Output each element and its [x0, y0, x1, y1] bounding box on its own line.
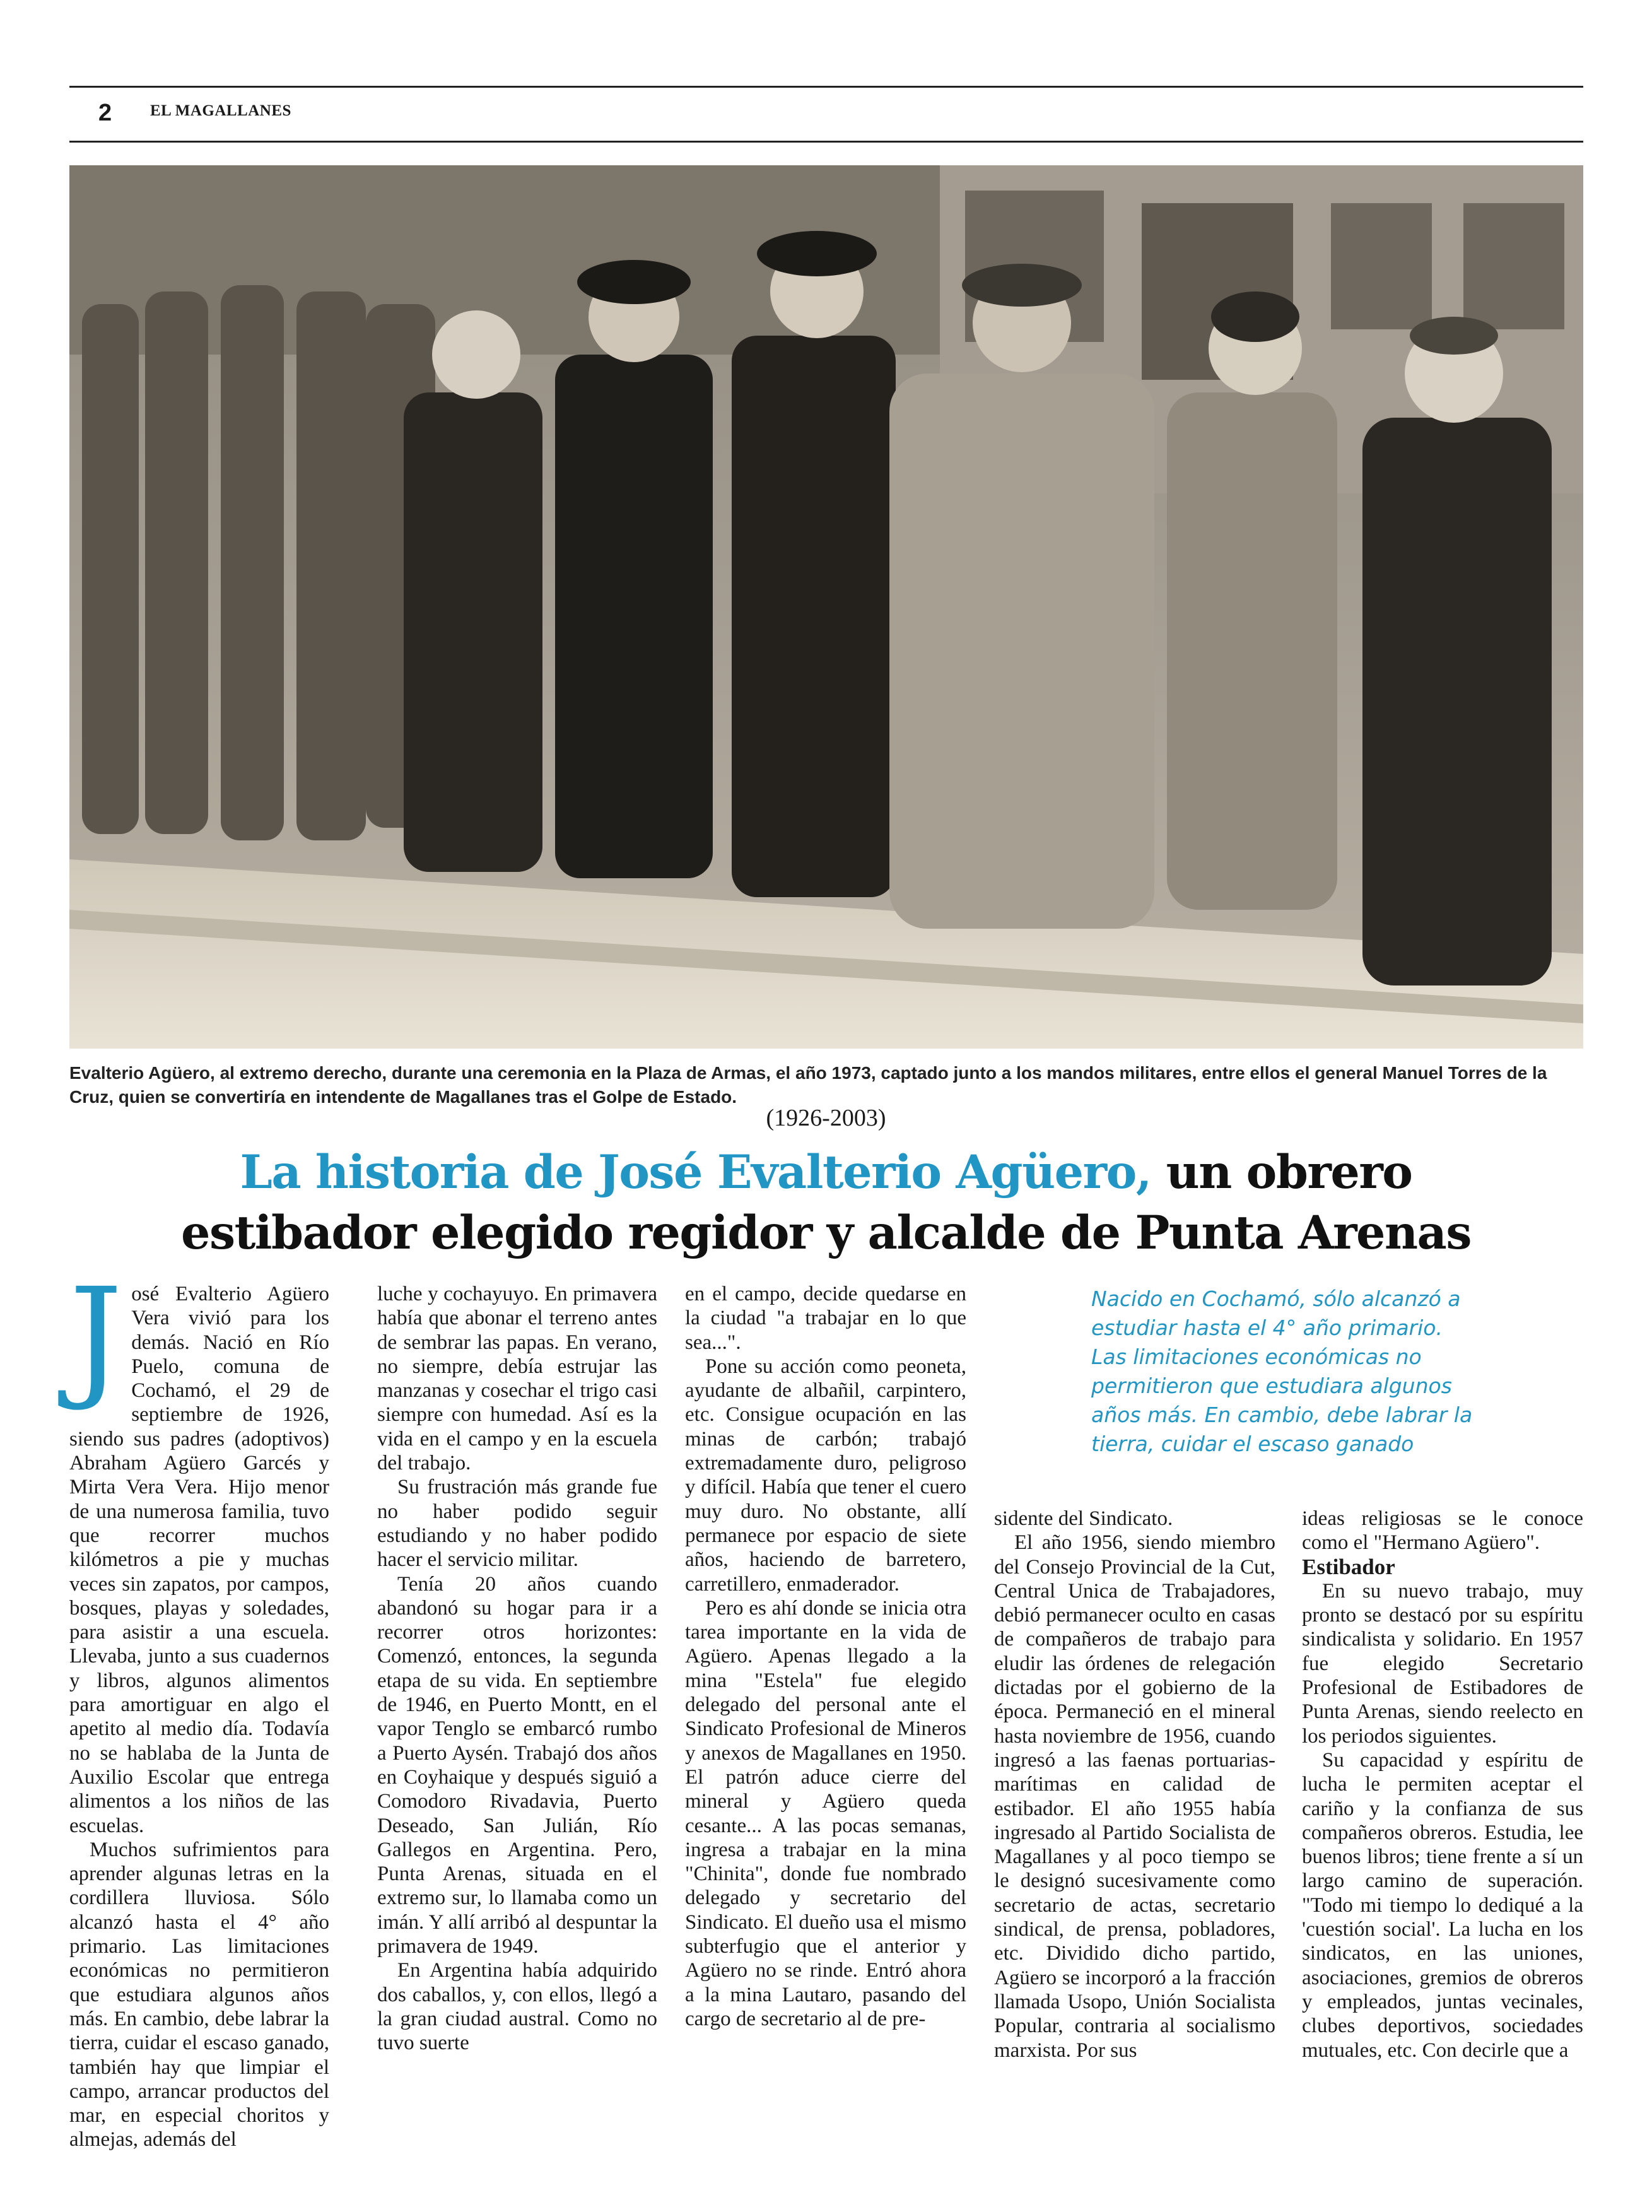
paragraph: Tenía 20 años cuando abandonó su hogar para ir a recorrer otros horizontes: Comenzó, entonces, la segunda etapa de su vida. En septiembre de 1946, en Puerto Montt, en el vapor Tenglo se embarcó rumbo a Puerto Aysén. Trabajó dos años en Coyhaique y después siguió a Comodoro Rivadavia, Puerto Deseado, San Julián, Río Gallegos en Argentina. Pero, Punta Arenas, situada en el extremo sur, lo llamaba como un imán. Y allí arribó al despuntar la primavera de 1949. [377, 1572, 657, 1958]
paragraph: luche y cochayuyo. En primavera había que abonar el terreno antes de sembrar las papas. En verano, no siempre, debía estrujar las manzanas y cosechar el trigo casi siempre con humedad. Así es la vida en el campo y en la escuela del trabajo. [377, 1283, 657, 1475]
paragraph: Su frustración más grande fue no haber podido seguir estudiando y no haber podido hacer el servicio militar. [377, 1476, 657, 1572]
paragraph: En Argentina había adquirido dos caballos, y, con ellos, llegó a la gran ciudad austral. Como no tuvo suerte [377, 1959, 657, 2055]
publication-name: EL MAGALLANES [150, 102, 291, 119]
photo-caption: Evalterio Agüero, al extremo derecho, durante una ceremonia en la Plaza de Armas, el año 1973, captado junto a los mandos militares, entre ellos el general Manuel Torres de la Cruz, quien se convertiría en intendente de Magallanes tras el Golpe de Estado. [69, 1063, 1547, 1107]
article-column-4 [994, 1507, 1275, 2062]
article-column-2 [377, 1282, 657, 2056]
paragraph: Pone su acción como peoneta, ayudante de albañil, carpintero, etc. Consigue ocupación en las minas de carbón; trabajó extremadamente duro, peligroso y difícil. Había que tener el cuero muy duro. No obstante, allí permanece por espacio de siete años, haciendo de barretero, carretillero, enmaderador. [685, 1355, 966, 1596]
paragraph: en el campo, decide quedarse en la ciudad "a trabajar en lo que sea...". [685, 1283, 966, 1354]
header-rule [69, 86, 1583, 88]
article-dates: (1926-2003) [766, 1105, 886, 1131]
ceremony-photo-illustration [69, 165, 1583, 1049]
headline-accent: La historia de José Evalterio Agüero, [240, 1145, 1151, 1199]
paragraph: Su capacidad y espíritu de lucha le permiten aceptar el cariño y la confianza de sus compañeros obreros. Estudia, lee buenos libros; tiene frente a sí un largo camino de superación. "Todo mi tiempo lo dediqué a la 'cuestión social'. La lucha en los sindicatos, en las uniones, asociaciones, gremios de obreros y empleados, juntas vecinales, clubes deportivos, sociedades mutuales, etc. Con decirle que a [1302, 1748, 1583, 2062]
drop-cap: J [69, 1259, 123, 1414]
paragraph: ideas religiosas se le conoce como el "Hermano Agüero". [1302, 1507, 1583, 1555]
paragraph: En su nuevo trabajo, muy pronto se destacó por su espíritu sindicalista y solidario. En 1957 fue elegido Secretario Profesional de Estibadores de Punta Arenas, siendo reelecto en los periodos siguientes. [1302, 1579, 1583, 1748]
headline [0, 1142, 1652, 1263]
paragraph: sidente del Sindicato. [994, 1507, 1173, 1530]
paragraph: Muchos sufrimientos para aprender algunas letras en la cordillera lluviosa. Sólo alcanzó hasta el 4° año primario. Las limitaciones económicas no permitieron que estudiara algunos años más. En cambio, debe labrar la tierra, cuidar el escaso ganado, también hay que limpiar el campo, arrancar productos del mar, en especial choritos y almejas, además del [69, 1838, 329, 2151]
header-rule [69, 141, 1583, 143]
pull-quote: Nacido en Cochamó, sólo alcanzó a estudiar hasta el 4° año primario. Las limitaciones económicas no permitieron que estudiara algunos años más. En cambio, debe labrar la tierra, cuidar el escaso ganado [1091, 1286, 1473, 1456]
paragraph: osé Evalterio Agüero Vera vivió para los demás. Nació en Río Puelo, comuna de Cochamó, el 29 de septiembre de 1926, siendo sus padres (adoptivos) Abraham Agüero Garcés y Mirta Vera Vera. Hijo menor de una numerosa familia, tuvo que recorrer muchos kilómetros a pie y muchas veces sin zapatos, por campos, bosques, playas y soledades, para asistir a una escuela. Llevaba, junto a sus cuadernos y libros, algunos alimentos para amortiguar en algo el apetito al medio día. Todavía no se hablaba de la Junta de Auxilio Escolar que entrega alimentos a los niños de las escuelas. [69, 1283, 329, 1837]
paragraph: Pero es ahí donde se inicia otra tarea importante en la vida de Agüero. Apenas llegado a la mina "Estela" fue elegido delegado del personal ante el Sindicato Profesional de Mineros y anexos de Magallanes en 1950. El patrón aduce cierre del mineral y Agüero queda cesante... A las pocas semanas, ingresa a trabajar en la mina "Chinita", donde fue nombrado delegado y secretario del Sindicato. El dueño usa el mismo subterfugio que el anterior y Agüero no se rinde. Entró ahora a la mina Lautaro, pasando del cargo de secretario al de pre- [685, 1596, 966, 2030]
headline-part-1: un obrero [1151, 1145, 1412, 1199]
article-column-1 [69, 1259, 329, 2152]
article-column-3 [685, 1282, 966, 2031]
article-column-5 [1302, 1507, 1583, 2062]
historical-photo [69, 165, 1583, 1049]
headline-part-2: estibador elegido regidor y alcalde de Punta Arenas [181, 1206, 1471, 1260]
page-number: 2 [98, 100, 112, 126]
paragraph: El año 1956, siendo miembro del Consejo Provincial de la Cut, Central Unica de Trabajadores, debió permanecer oculto en casas de compañeros de trabajo para eludir las órdenes de relegación dictadas por el gobierno de la época. Permaneció en el mineral hasta noviembre de 1956, cuando ingresó a las faenas portuarias-marítimas en calidad de estibador. El año 1955 había ingresado al Partido Socialista de Magallanes y al poco tiempo se le designó sucesivamente como secretario de actas, secretario sindical, de prensa, pobladores, etc. Dividido dicho partido, Agüero se incorporó a la fracción llamada Usopo, Unión Socialista Popular, contraria al socialismo marxista. Por sus [994, 1531, 1275, 2062]
subheading: Estibador [1302, 1554, 1395, 1579]
